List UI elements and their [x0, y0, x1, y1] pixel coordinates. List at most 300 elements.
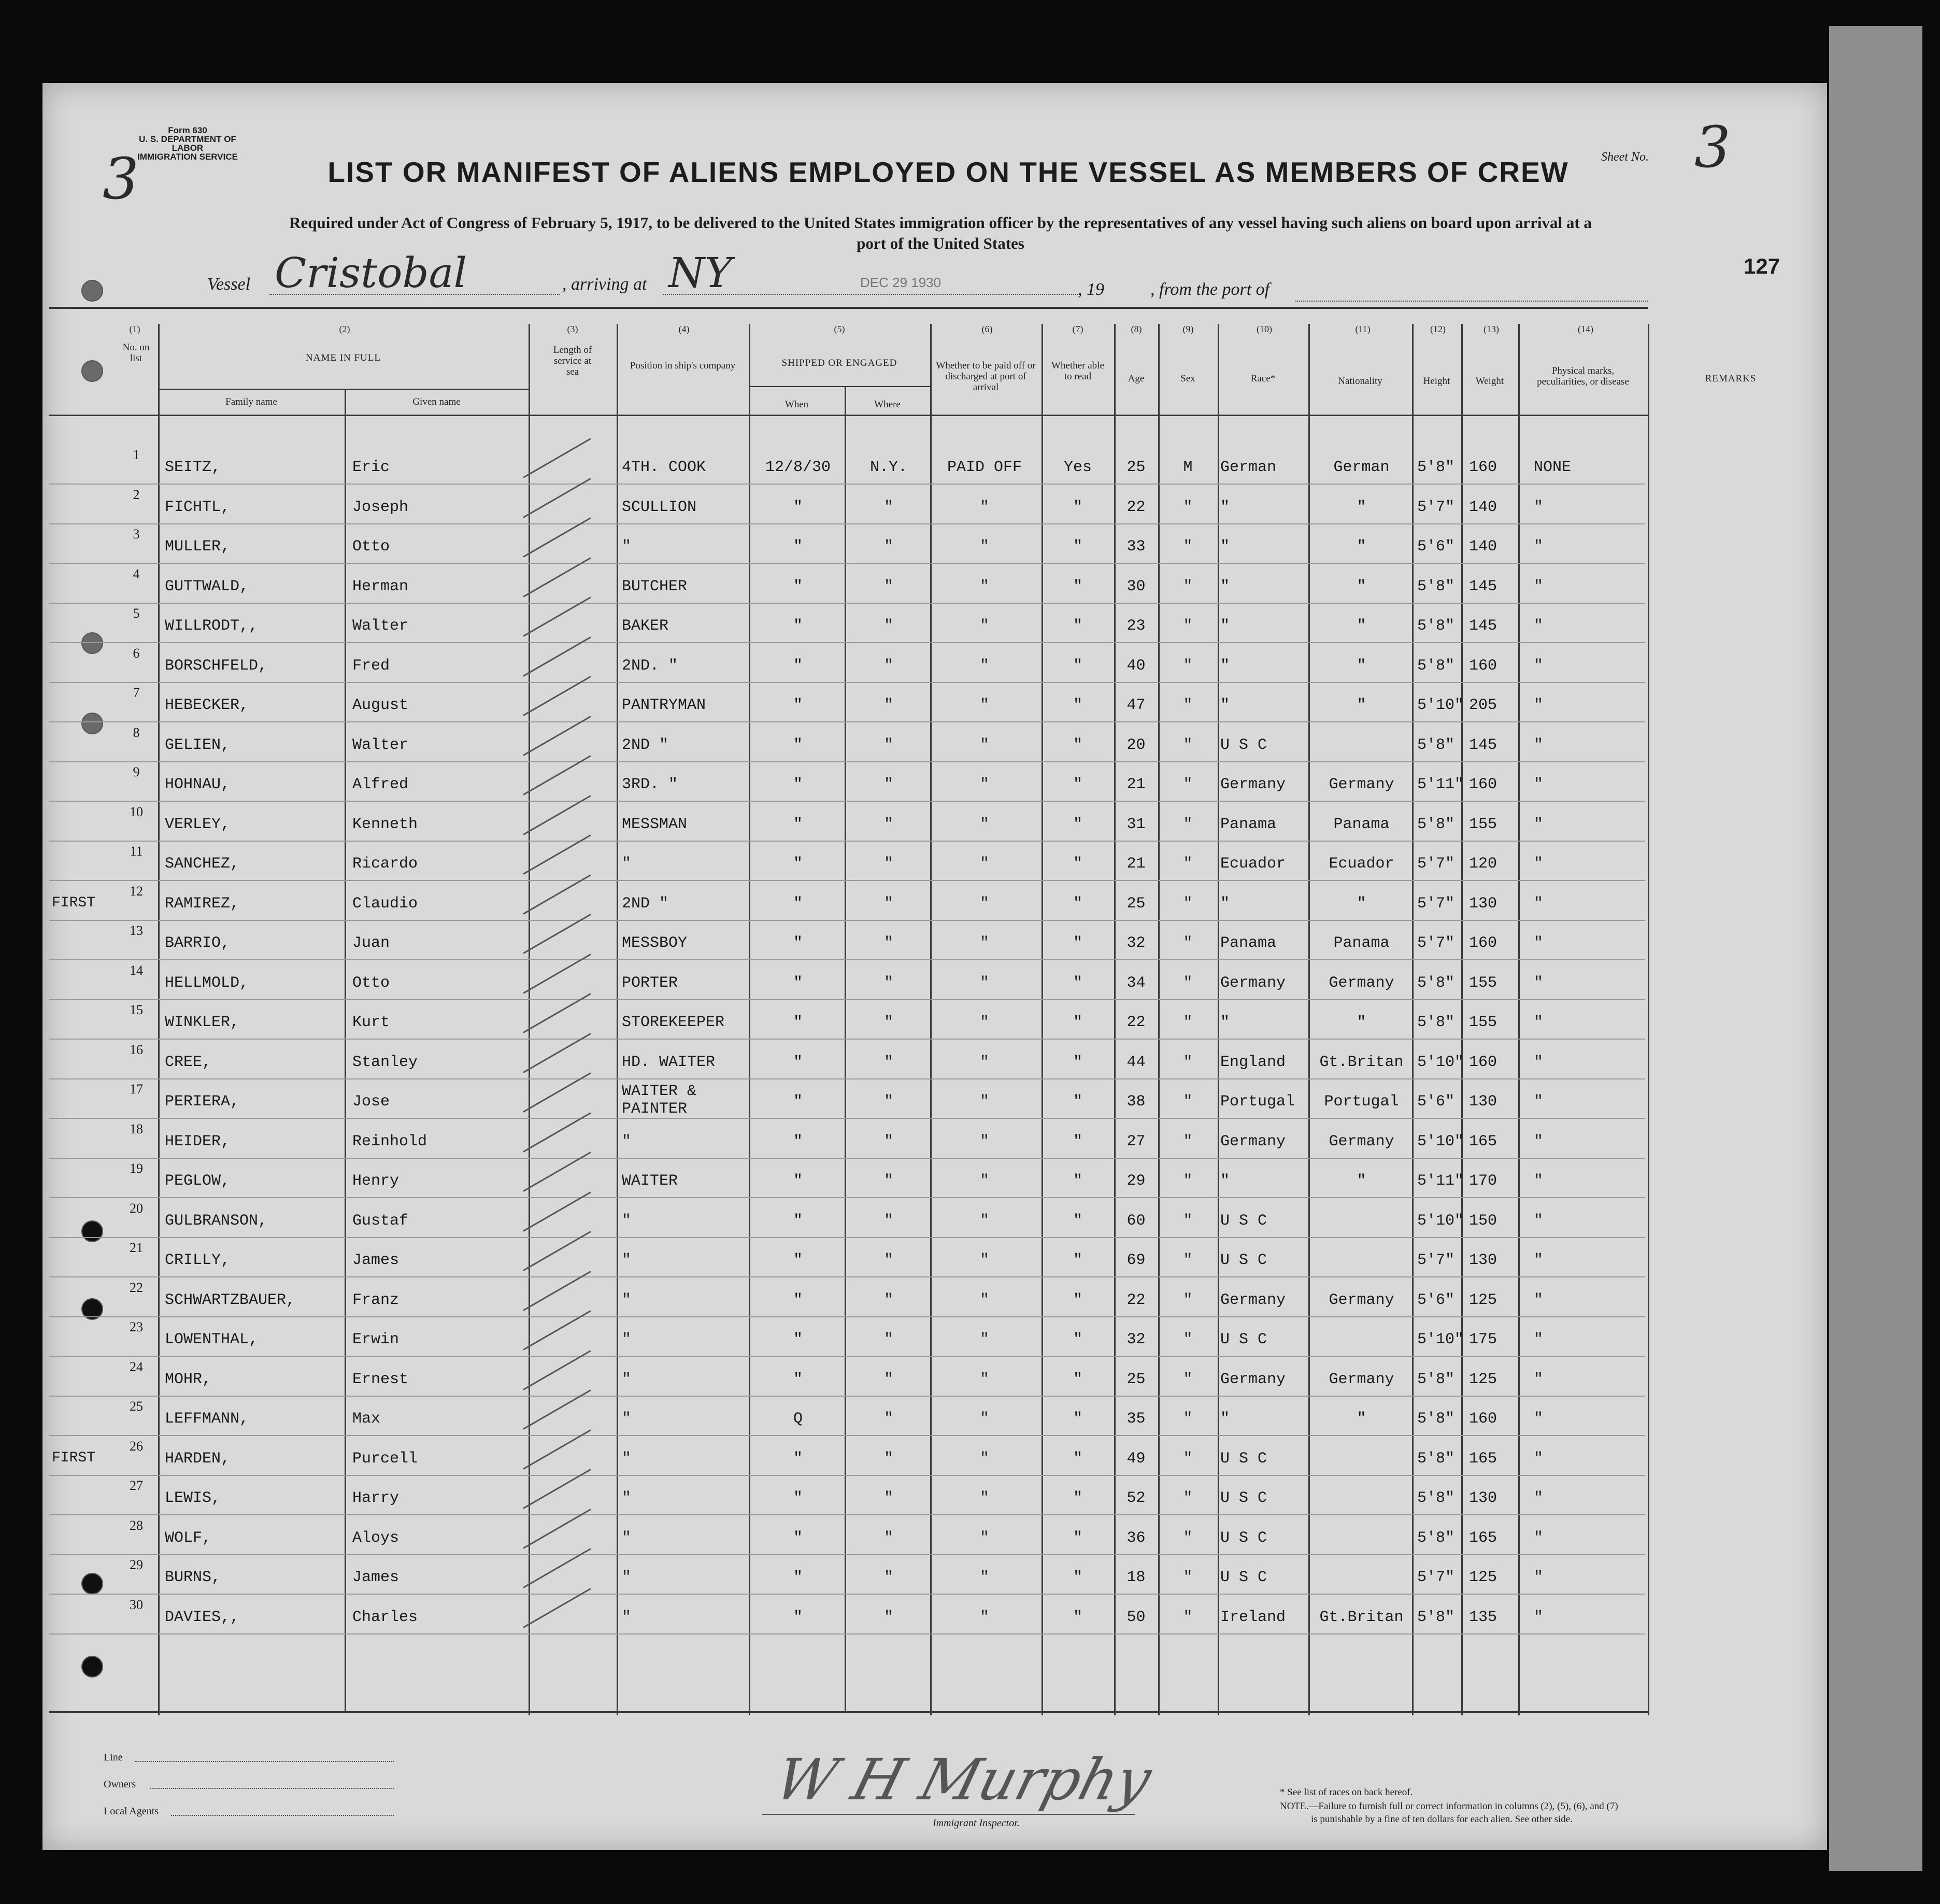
paid-off-cell: PAID OFF	[947, 459, 1022, 476]
physical-marks-cell: "	[1534, 974, 1544, 992]
physical-marks-cell: "	[1534, 1212, 1544, 1230]
paid-off-cell: "	[979, 776, 989, 793]
row-number: 1	[133, 447, 140, 462]
shipped-where-cell: "	[883, 538, 893, 556]
physical-marks-cell: "	[1534, 538, 1544, 556]
height-cell: 5'8"	[1417, 1450, 1455, 1468]
arriving-port: NY	[668, 249, 732, 297]
row-number: 23	[130, 1319, 143, 1334]
position-cell: "	[622, 1529, 632, 1547]
paid-off-cell: "	[979, 1093, 989, 1111]
weight-cell: 160	[1469, 1410, 1497, 1428]
family-name-cell: HELLMOLD,	[165, 974, 249, 992]
row-number: 29	[130, 1557, 143, 1572]
age-cell: 21	[1126, 776, 1146, 793]
nationality-cell: Germany	[1329, 974, 1394, 992]
shipped-when-cell: "	[793, 934, 803, 952]
shipped-when-cell: "	[793, 657, 803, 675]
family-name-cell: HARDEN,	[165, 1450, 231, 1468]
age-cell: 29	[1126, 1172, 1146, 1190]
position-cell: 3RD. "	[622, 776, 678, 793]
shipped-where-cell: "	[883, 1093, 893, 1111]
col-10-number: (10)	[1257, 324, 1272, 334]
able-to-read-cell: "	[1073, 1132, 1082, 1150]
age-cell: 40	[1126, 657, 1146, 675]
paid-off-cell: "	[979, 855, 989, 873]
sex-cell: "	[1183, 1053, 1193, 1071]
position-cell: "	[622, 1489, 632, 1507]
weight-cell: 130	[1469, 894, 1497, 913]
row-number: 15	[130, 1002, 143, 1017]
height-cell: 5'11"	[1417, 776, 1464, 793]
row-rule	[49, 880, 1645, 881]
col-divider	[1518, 324, 1520, 1715]
row-rule	[49, 682, 1645, 683]
physical-marks-cell: "	[1534, 1450, 1544, 1468]
shipped-where-cell: N.Y.	[869, 459, 907, 476]
family-name-cell: WILLRODT,,	[165, 617, 259, 635]
family-name-cell: GELIEN,	[165, 736, 231, 754]
height-cell: 5'8"	[1417, 1489, 1455, 1507]
weight-cell: 125	[1469, 1569, 1497, 1586]
remarks-header: REMARKS	[1705, 373, 1757, 384]
height-cell: 5'10"	[1417, 1331, 1464, 1348]
sex-cell: "	[1183, 697, 1193, 714]
row-rule	[49, 603, 1645, 604]
shipped-when-cell: "	[793, 697, 803, 714]
row-rule	[49, 1197, 1645, 1198]
given-name-cell: Ernest	[352, 1370, 409, 1388]
col-2-header: NAME IN FULL	[306, 352, 381, 363]
given-name-cell: Jose	[352, 1093, 390, 1111]
family-name-cell: LEFFMANN,	[165, 1410, 249, 1428]
row-number: 26	[130, 1438, 143, 1454]
shipped-when-cell: 12/8/30	[765, 459, 831, 476]
physical-marks-cell: "	[1534, 697, 1544, 714]
able-to-read-cell: "	[1073, 1093, 1082, 1111]
sex-cell: "	[1183, 1489, 1193, 1507]
given-name-cell: Kurt	[352, 1014, 390, 1031]
age-cell: 31	[1126, 815, 1146, 833]
col-5a-header: When	[784, 399, 809, 410]
row-number: 13	[130, 923, 143, 938]
given-name-cell: James	[352, 1569, 400, 1586]
age-cell: 23	[1126, 617, 1146, 635]
shipped-where-cell: "	[883, 974, 893, 992]
able-to-read-cell: "	[1073, 1014, 1082, 1031]
given-name-cell: Joseph	[352, 498, 409, 516]
shipped-when-cell: "	[793, 1132, 803, 1150]
given-name-cell: Erwin	[352, 1331, 400, 1348]
height-cell: 5'8"	[1417, 1014, 1455, 1031]
race-cell: Portugal	[1220, 1093, 1295, 1111]
margin-number: 3	[103, 146, 139, 212]
position-cell: "	[622, 538, 632, 556]
family-name-cell: HOHNAU,	[165, 776, 231, 793]
shipped-where-cell: "	[883, 934, 893, 952]
given-name-cell: Alfred	[352, 776, 409, 793]
race-cell: U S C	[1220, 1489, 1267, 1507]
race-cell: "	[1220, 617, 1230, 635]
sex-cell: "	[1183, 1172, 1193, 1190]
race-cell: Germany	[1220, 1291, 1286, 1309]
height-cell: 5'8"	[1417, 657, 1455, 675]
col-4-header: Position in ship's company	[630, 360, 736, 371]
height-cell: 5'7"	[1417, 498, 1455, 516]
age-cell: 47	[1126, 697, 1146, 714]
shipped-where-cell: "	[883, 577, 893, 595]
page-edge-strip	[1829, 26, 1922, 1871]
able-to-read-cell: "	[1073, 1608, 1082, 1626]
paid-off-cell: "	[979, 1410, 989, 1428]
punch-hole	[81, 713, 103, 734]
row-rule	[49, 1118, 1645, 1119]
weight-cell: 130	[1469, 1252, 1497, 1269]
height-cell: 5'6"	[1417, 1093, 1455, 1111]
failure-note-line-1: NOTE.—Failure to furnish full or correct information in columns (2), (5), (6), and (7)	[1280, 1801, 1618, 1812]
able-to-read-cell: "	[1073, 736, 1082, 754]
col-7-number: (7)	[1072, 324, 1083, 334]
nationality-cell: Panama	[1333, 815, 1390, 833]
weight-cell: 205	[1469, 697, 1497, 714]
shipped-where-cell: "	[883, 498, 893, 516]
row-number: 7	[133, 685, 140, 700]
shipped-when-cell: "	[793, 1529, 803, 1547]
sex-cell: "	[1183, 894, 1193, 913]
family-name-cell: PEGLOW,	[165, 1172, 231, 1190]
height-cell: 5'6"	[1417, 538, 1455, 556]
punch-hole	[81, 360, 103, 382]
family-name-cell: GUTTWALD,	[165, 577, 249, 595]
position-cell: "	[622, 1410, 632, 1428]
weight-cell: 145	[1469, 617, 1497, 635]
nationality-cell: "	[1357, 1172, 1366, 1190]
position-cell: HD. WAITER	[622, 1053, 716, 1071]
age-cell: 52	[1126, 1489, 1146, 1507]
sex-cell: "	[1183, 1291, 1193, 1309]
weight-cell: 155	[1469, 974, 1497, 992]
able-to-read-cell: "	[1073, 1450, 1082, 1468]
row-rule	[49, 1475, 1645, 1476]
family-name-cell: CREE,	[165, 1053, 212, 1071]
nationality-cell: "	[1357, 538, 1366, 556]
physical-marks-cell: "	[1534, 855, 1544, 873]
paid-off-cell: "	[979, 894, 989, 913]
physical-marks-cell: NONE	[1534, 459, 1572, 476]
shipped-when-cell: "	[793, 1014, 803, 1031]
height-cell: 5'7"	[1417, 855, 1455, 873]
race-cell: Ecuador	[1220, 855, 1286, 873]
physical-marks-cell: "	[1534, 1014, 1544, 1031]
height-cell: 5'7"	[1417, 1569, 1455, 1586]
shipped-subheader-rule	[749, 386, 930, 387]
vessel-dotted-line	[269, 293, 560, 295]
age-cell: 32	[1126, 934, 1146, 952]
shipped-where-cell: "	[883, 1529, 893, 1547]
col-12-number: (12)	[1430, 324, 1446, 334]
nationality-cell: "	[1357, 498, 1366, 516]
race-cell: German	[1220, 459, 1277, 476]
height-cell: 5'10"	[1417, 1132, 1464, 1150]
shipped-where-cell: "	[883, 815, 893, 833]
age-cell: 35	[1126, 1410, 1146, 1428]
owners-dotted	[150, 1788, 394, 1789]
race-cell: U S C	[1220, 1529, 1267, 1547]
col-divider	[1218, 324, 1219, 1715]
weight-cell: 140	[1469, 538, 1497, 556]
shipped-when-cell: "	[793, 736, 803, 754]
shipped-when-cell: "	[793, 776, 803, 793]
shipped-when-cell: "	[793, 1331, 803, 1348]
row-rule	[49, 1633, 1645, 1635]
physical-marks-cell: "	[1534, 1252, 1544, 1269]
nationality-cell: "	[1357, 657, 1366, 675]
nationality-cell: Portugal	[1324, 1093, 1399, 1111]
age-cell: 33	[1126, 538, 1146, 556]
paid-off-cell: "	[979, 1529, 989, 1547]
physical-marks-cell: "	[1534, 1331, 1544, 1348]
row-rule	[49, 721, 1645, 722]
col-divider	[1412, 324, 1414, 1715]
line-dotted	[135, 1761, 394, 1762]
physical-marks-cell: "	[1534, 1489, 1544, 1507]
year-label: , 19	[1078, 280, 1104, 299]
row-number: 22	[130, 1280, 143, 1295]
able-to-read-cell: "	[1073, 894, 1082, 913]
given-name-cell: James	[352, 1252, 400, 1269]
age-cell: 22	[1126, 1291, 1146, 1309]
row-number: 28	[130, 1517, 143, 1533]
paid-off-cell: "	[979, 1291, 989, 1309]
nationality-cell: "	[1357, 894, 1366, 913]
agents-dotted	[171, 1815, 394, 1816]
family-name-cell: SCHWARTZBAUER,	[165, 1291, 296, 1309]
physical-marks-cell: "	[1534, 1529, 1544, 1547]
col-2a-header: Family name	[225, 396, 277, 407]
row-rule	[49, 563, 1645, 564]
position-cell: 2ND "	[622, 736, 669, 754]
given-name-cell: Charles	[352, 1608, 418, 1626]
shipped-where-cell: "	[883, 1331, 893, 1348]
nationality-cell: Ecuador	[1329, 855, 1394, 873]
nationality-cell: "	[1357, 1410, 1366, 1428]
col-12-header: Height	[1423, 376, 1450, 387]
row-number: 5	[133, 606, 140, 621]
row-rule	[49, 642, 1645, 643]
physical-marks-cell: "	[1534, 1093, 1544, 1111]
nationality-cell: "	[1357, 697, 1366, 714]
age-cell: 32	[1126, 1331, 1146, 1348]
nationality-cell: Germany	[1329, 1291, 1394, 1309]
page-number: 127	[1744, 254, 1780, 278]
punch-hole	[81, 280, 103, 302]
col-14-number: (14)	[1578, 324, 1593, 334]
col-3-header: Length of service at sea	[553, 345, 592, 377]
shipped-when-cell: "	[793, 1569, 803, 1586]
age-cell: 38	[1126, 1093, 1146, 1111]
row-rule	[49, 801, 1645, 802]
position-cell: "	[622, 1291, 632, 1309]
shipped-where-cell: "	[883, 1053, 893, 1071]
height-cell: 5'8"	[1417, 1410, 1455, 1428]
arriving-dotted-line	[663, 293, 1078, 295]
paid-off-cell: "	[979, 736, 989, 754]
sex-cell: M	[1183, 459, 1193, 476]
position-cell: "	[622, 1370, 632, 1388]
height-cell: 5'8"	[1417, 736, 1455, 754]
arriving-label: , arriving at	[562, 275, 647, 294]
given-name-cell: Reinhold	[352, 1132, 427, 1150]
shipped-where-cell: "	[883, 657, 893, 675]
paid-off-cell: "	[979, 1132, 989, 1150]
physical-marks-cell: "	[1534, 1132, 1544, 1150]
race-cell: "	[1220, 538, 1230, 556]
able-to-read-cell: "	[1073, 1529, 1082, 1547]
able-to-read-cell: "	[1073, 1212, 1082, 1230]
sex-cell: "	[1183, 1093, 1193, 1111]
position-cell: "	[622, 1132, 632, 1150]
sex-cell: "	[1183, 815, 1193, 833]
race-cell: Germany	[1220, 1370, 1286, 1388]
col-divider	[617, 324, 618, 1715]
given-name-cell: Gustaf	[352, 1212, 409, 1230]
family-name-cell: WOLF,	[165, 1529, 212, 1547]
weight-cell: 175	[1469, 1331, 1497, 1348]
shipped-when-cell: "	[793, 617, 803, 635]
physical-marks-cell: "	[1534, 1370, 1544, 1388]
weight-cell: 155	[1469, 815, 1497, 833]
weight-cell: 160	[1469, 657, 1497, 675]
weight-cell: 160	[1469, 1053, 1497, 1071]
form-subtitle	[104, 212, 1777, 254]
table-top-rule	[49, 307, 1648, 309]
row-number: 11	[130, 844, 143, 859]
sex-cell: "	[1183, 1410, 1193, 1428]
nationality-cell: Germany	[1329, 1370, 1394, 1388]
given-name-cell: Eric	[352, 459, 390, 476]
col-6-number: (6)	[981, 324, 993, 334]
sex-cell: "	[1183, 776, 1193, 793]
nationality-cell: Germany	[1329, 776, 1394, 793]
height-cell: 5'10"	[1417, 1053, 1464, 1071]
row-rule	[49, 1276, 1645, 1277]
family-name-cell: LEWIS,	[165, 1489, 221, 1507]
age-cell: 22	[1126, 1014, 1146, 1031]
position-cell: PORTER	[622, 974, 678, 992]
row-rule	[49, 1396, 1645, 1397]
row-number: 16	[130, 1042, 143, 1057]
race-cell: "	[1220, 1410, 1230, 1428]
age-cell: 22	[1126, 498, 1146, 516]
height-cell: 5'8"	[1417, 974, 1455, 992]
paid-off-cell: "	[979, 934, 989, 952]
row-rule	[49, 1514, 1645, 1515]
vessel-label: Vessel	[207, 275, 251, 294]
age-cell: 25	[1126, 459, 1146, 476]
shipped-when-cell: "	[793, 1053, 803, 1071]
paid-off-cell: "	[979, 697, 989, 714]
col-divider	[1648, 324, 1649, 1715]
physical-marks-cell: "	[1534, 1410, 1544, 1428]
age-cell: 25	[1126, 1370, 1146, 1388]
shipped-when-cell: "	[793, 1370, 803, 1388]
paid-off-cell: "	[979, 815, 989, 833]
col-2b-header: Given name	[412, 396, 461, 407]
vessel-name: Cristobal	[275, 249, 467, 297]
paid-off-cell: "	[979, 1331, 989, 1348]
sheet-number: 3	[1694, 114, 1731, 180]
given-name-cell: Fred	[352, 657, 390, 675]
col-divider	[158, 324, 160, 1715]
position-cell: "	[622, 1331, 632, 1348]
paid-off-cell: "	[979, 577, 989, 595]
physical-marks-cell: "	[1534, 577, 1544, 595]
shipped-where-cell: "	[883, 736, 893, 754]
family-name-cell: GULBRANSON,	[165, 1212, 268, 1230]
paid-off-cell: "	[979, 1212, 989, 1230]
shipped-where-cell: "	[883, 855, 893, 873]
row-number: 30	[130, 1597, 143, 1612]
weight-cell: 145	[1469, 736, 1497, 754]
row-rule	[49, 1039, 1645, 1040]
race-cell: U S C	[1220, 1252, 1267, 1269]
shipped-where-cell: "	[883, 1252, 893, 1269]
race-cell: U S C	[1220, 1331, 1267, 1348]
paid-off-cell: "	[979, 498, 989, 516]
service-name: IMMIGRATION SERVICE	[137, 152, 238, 162]
sex-cell: "	[1183, 1529, 1193, 1547]
weight-cell: 165	[1469, 1450, 1497, 1468]
col-divider	[1308, 324, 1310, 1715]
punch-hole	[81, 1656, 103, 1678]
col-divider	[845, 386, 846, 1713]
race-cell: "	[1220, 1014, 1230, 1031]
position-cell: 2ND "	[622, 894, 669, 913]
age-cell: 21	[1126, 855, 1146, 873]
row-number: 21	[130, 1240, 143, 1255]
able-to-read-cell: "	[1073, 776, 1082, 793]
col-9-number: (9)	[1182, 324, 1194, 334]
row-number: 12	[130, 883, 143, 899]
col-9-header: Sex	[1180, 373, 1195, 384]
row-number: 20	[130, 1200, 143, 1216]
paid-off-cell: "	[979, 538, 989, 556]
col-10-header: Race*	[1250, 373, 1276, 384]
row-rule	[49, 959, 1645, 960]
position-cell: "	[622, 1569, 632, 1586]
weight-cell: 165	[1469, 1132, 1497, 1150]
height-cell: 5'8"	[1417, 577, 1455, 595]
from-port-label: , from the port of	[1150, 280, 1270, 299]
family-name-cell: HEIDER,	[165, 1132, 231, 1150]
given-name-cell: Henry	[352, 1172, 400, 1190]
weight-cell: 125	[1469, 1370, 1497, 1388]
family-name-cell: BARRIO,	[165, 934, 231, 952]
race-cell: "	[1220, 577, 1230, 595]
physical-marks-cell: "	[1534, 934, 1544, 952]
row-number: 3	[133, 527, 140, 542]
sex-cell: "	[1183, 1132, 1193, 1150]
given-name-cell: Max	[352, 1410, 381, 1428]
position-cell: "	[622, 1450, 632, 1468]
height-cell: 5'8"	[1417, 815, 1455, 833]
row-number: 24	[130, 1359, 143, 1374]
sex-cell: "	[1183, 577, 1193, 595]
sex-cell: "	[1183, 974, 1193, 992]
family-name-cell: FICHTL,	[165, 498, 231, 516]
paid-off-cell: "	[979, 1569, 989, 1586]
sex-cell: "	[1183, 617, 1193, 635]
